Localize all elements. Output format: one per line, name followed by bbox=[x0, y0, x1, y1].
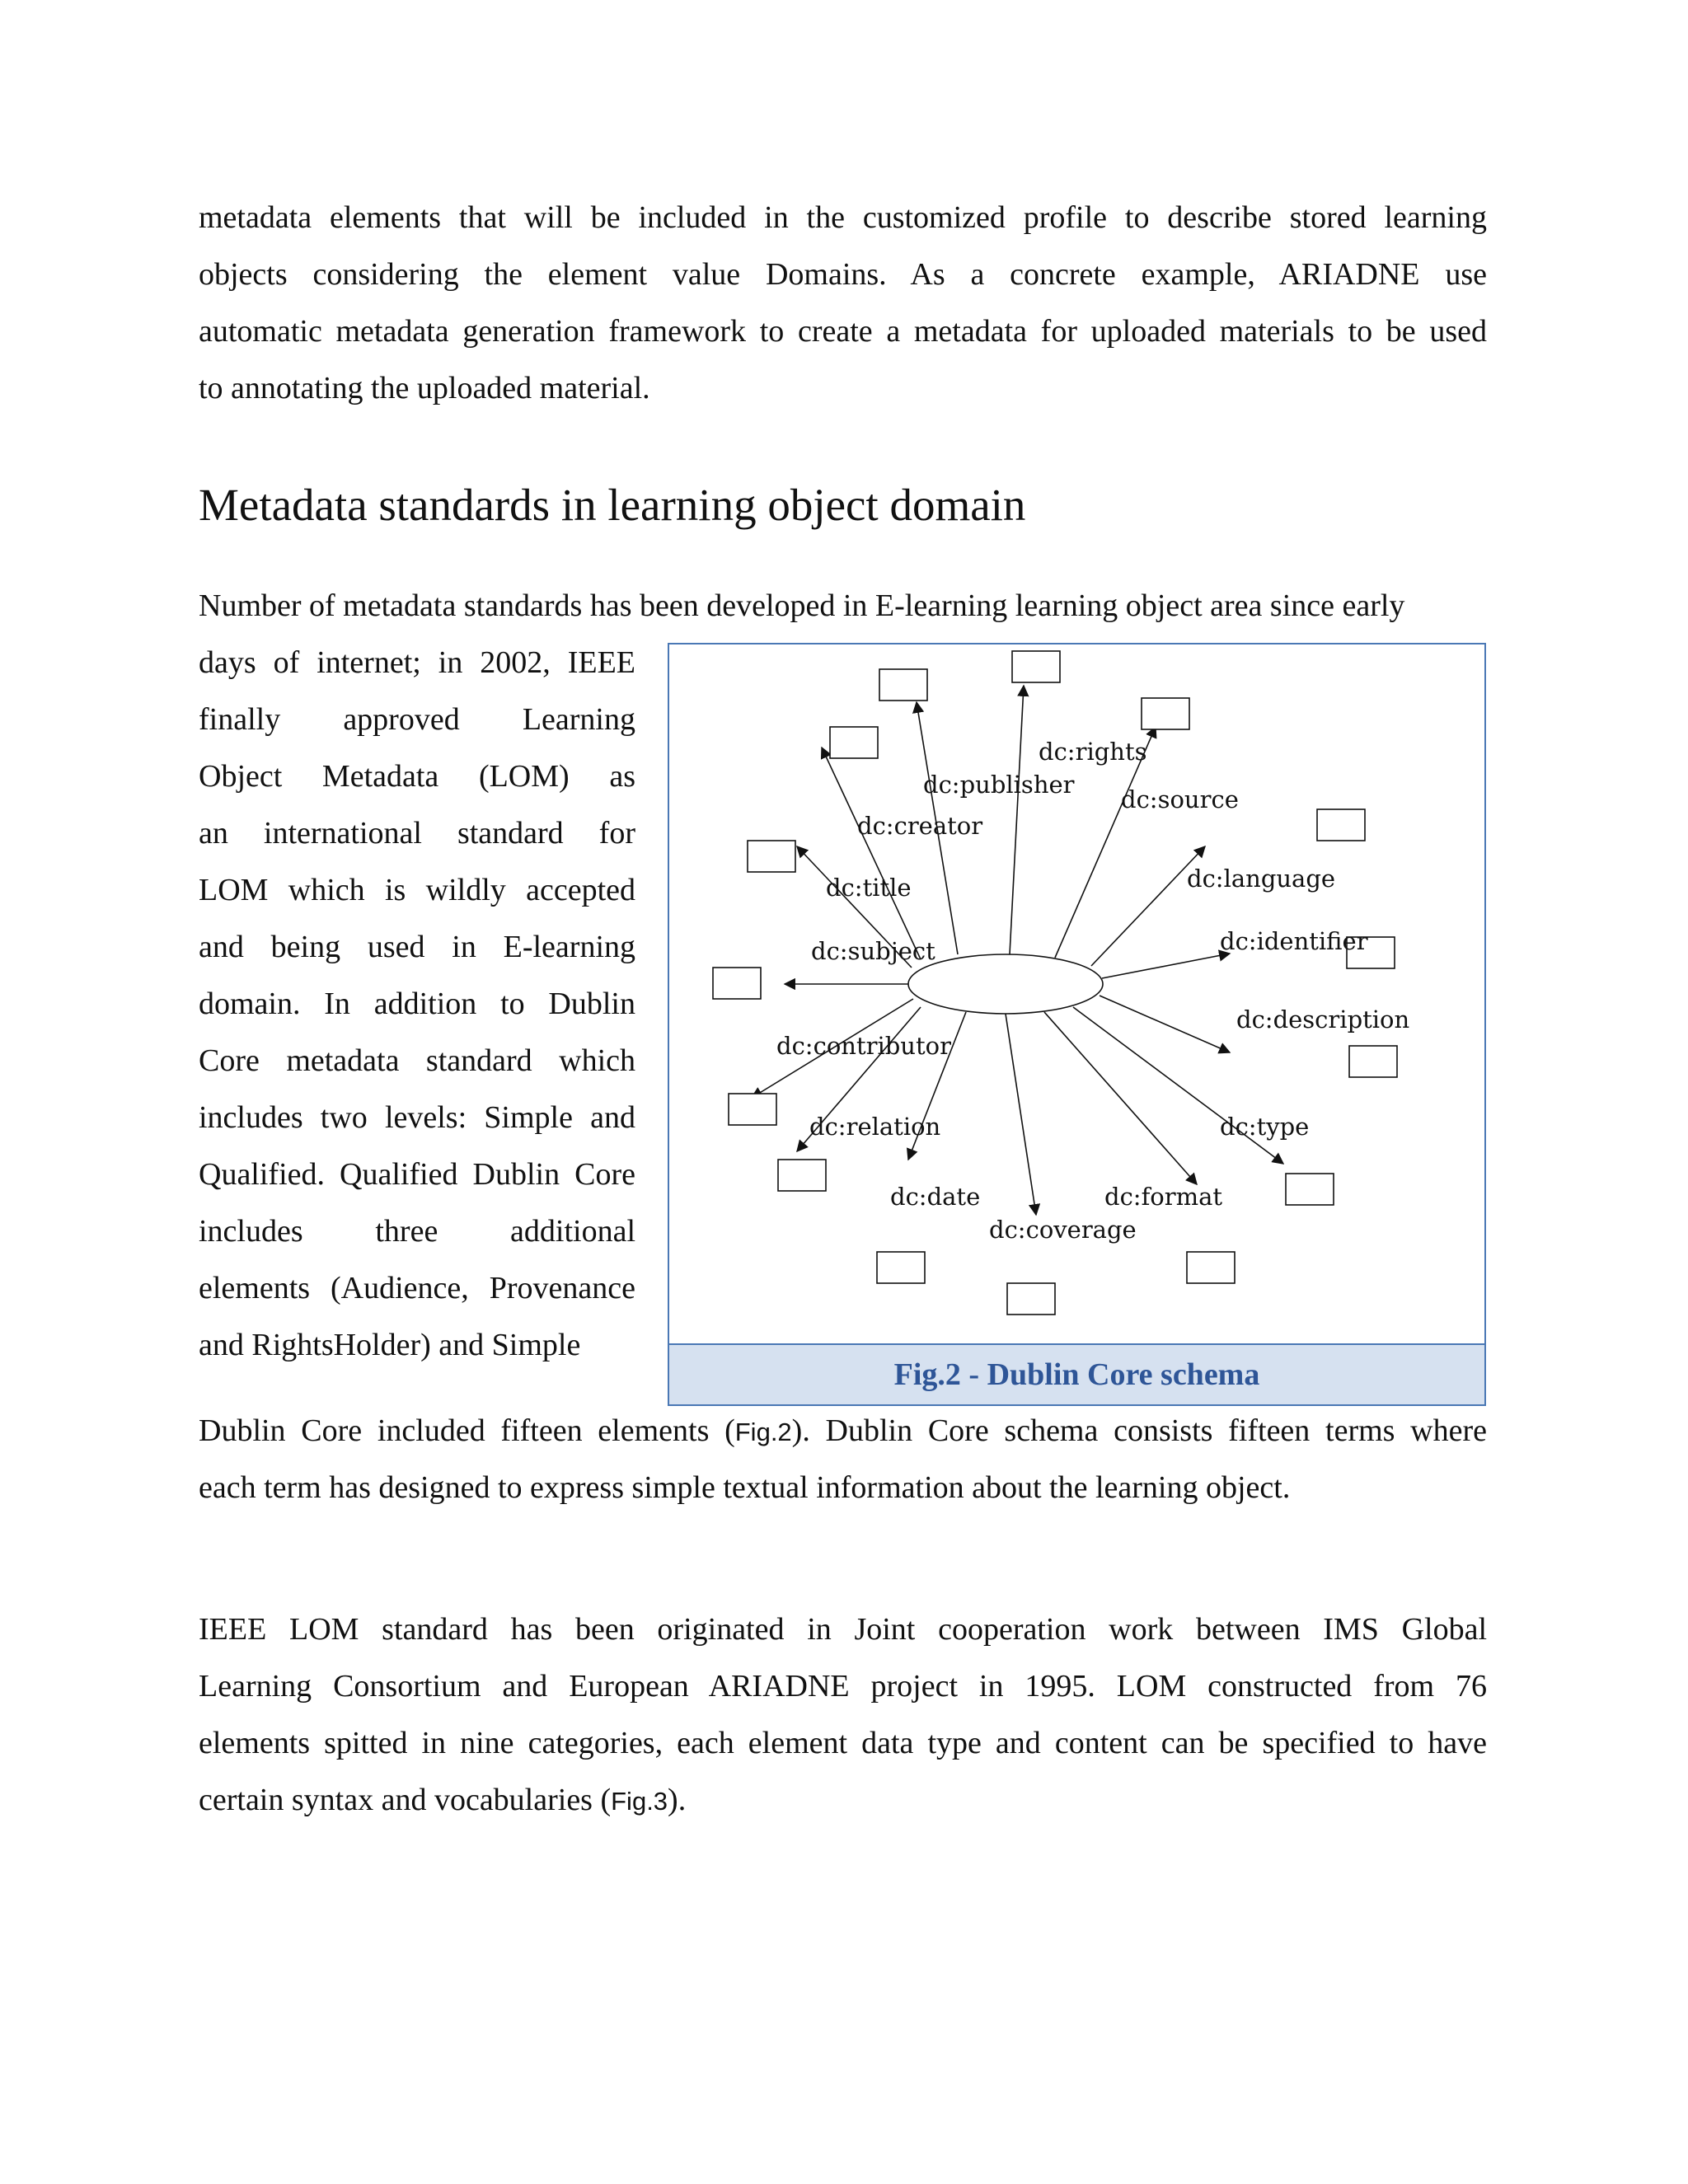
label-rights: dc:rights bbox=[1039, 738, 1147, 766]
paragraph-1-line-1: metadata elements that will be included in the customized profile to describe stored learning bbox=[199, 200, 1487, 235]
paragraph-3-line-1: IEEE LOM standard has been originated in Joint cooperation work between IMS Global bbox=[199, 1612, 1487, 1647]
format-arrow bbox=[1044, 1012, 1197, 1184]
paragraph-2-wrapped-column bbox=[199, 635, 635, 1374]
wrapped-line-12: elements (Audience, Provenance bbox=[199, 1271, 635, 1305]
language-box bbox=[1317, 809, 1365, 841]
figure-caption: Fig.2 - Dublin Core schema bbox=[669, 1343, 1484, 1404]
coverage-arrow bbox=[1006, 1014, 1036, 1215]
last-line-pre: certain syntax and vocabularies ( bbox=[199, 1783, 612, 1817]
paragraph-1-line-2: objects considering the element value Domains. As a concrete example, ARIADNE use bbox=[199, 257, 1487, 292]
creator-arrow bbox=[822, 748, 921, 959]
subject-box bbox=[713, 968, 761, 999]
label-publisher: dc:publisher bbox=[923, 771, 1075, 799]
paragraph-1-line-4: to annotating the uploaded material. bbox=[199, 371, 650, 405]
wrapped-line-13: and RightsHolder) and Simple bbox=[199, 1328, 581, 1362]
paragraph-1-line-3: automatic metadata generation framework to create a metadata for uploaded materials to be used bbox=[199, 314, 1487, 349]
last-line-post: ). bbox=[668, 1783, 687, 1817]
wrapped-line-7: domain. In addition to Dublin bbox=[199, 987, 635, 1021]
wrapped-line-6: and being used in E-learning bbox=[199, 930, 635, 964]
label-contributor: dc:contributor bbox=[776, 1032, 951, 1060]
paragraph-2-line-1: Number of metadata standards has been developed in E-learning learning object area since early bbox=[199, 588, 1405, 623]
title-box bbox=[748, 841, 795, 872]
wrapped-line-9: includes two levels: Simple and bbox=[199, 1100, 635, 1135]
type-box bbox=[1286, 1174, 1334, 1205]
after-line-1-pre: Dublin Core included fifteen elements ( bbox=[199, 1413, 735, 1448]
fig3-reference: Fig.3 bbox=[611, 1787, 668, 1816]
paragraph-2-first-line bbox=[199, 578, 1487, 635]
date-box bbox=[877, 1252, 925, 1283]
wrapped-line-10: Qualified. Qualified Dublin Core bbox=[199, 1157, 635, 1192]
paragraph-2-after-line-2: each term has designed to express simple textual information about the learning object. bbox=[199, 1470, 1291, 1505]
coverage-box bbox=[1007, 1283, 1055, 1315]
paragraph-2-continuation bbox=[199, 1403, 1487, 1516]
label-format: dc:format bbox=[1104, 1183, 1223, 1211]
dublin-core-diagram bbox=[669, 644, 1484, 1345]
label-identifier: dc:identifier bbox=[1220, 927, 1368, 955]
label-title: dc:title bbox=[826, 874, 912, 902]
paragraph-3-line-4 bbox=[199, 1772, 1487, 1829]
wrapped-line-1: days of internet; in 2002, IEEE bbox=[199, 645, 635, 680]
paragraph-3-line-3: elements spitted in nine categories, each element data type and content can be specified to have bbox=[199, 1726, 1487, 1760]
dublin-core-figure bbox=[668, 643, 1486, 1406]
section-heading: Metadata standards in learning object domain bbox=[199, 480, 1026, 530]
after-line-1-post: ). Dublin Core schema consists fifteen terms where bbox=[791, 1413, 1487, 1448]
description-box bbox=[1349, 1046, 1397, 1077]
label-creator: dc:creator bbox=[857, 812, 983, 840]
label-type: dc:type bbox=[1220, 1113, 1310, 1141]
label-source: dc:source bbox=[1121, 785, 1239, 813]
format-box bbox=[1187, 1252, 1235, 1283]
identifier-arrow bbox=[1102, 954, 1230, 978]
label-subject: dc:subject bbox=[811, 937, 935, 965]
label-date: dc:date bbox=[890, 1183, 981, 1211]
publisher-box bbox=[879, 669, 927, 701]
paragraph-3 bbox=[199, 1601, 1487, 1829]
paragraph-1 bbox=[199, 190, 1487, 417]
label-coverage: dc:coverage bbox=[989, 1216, 1137, 1244]
wrapped-line-8: Core metadata standard which bbox=[199, 1043, 635, 1078]
contributor-box bbox=[729, 1094, 776, 1125]
wrapped-line-3: Object Metadata (LOM) as bbox=[199, 759, 635, 794]
paragraph-2-after-line-1 bbox=[199, 1403, 1487, 1460]
wrapped-line-5: LOM which is wildly accepted bbox=[199, 873, 635, 907]
description-arrow bbox=[1100, 996, 1230, 1052]
wrapped-line-2: finally approved Learning bbox=[199, 702, 635, 737]
label-description: dc:description bbox=[1236, 1005, 1410, 1033]
central-resource-node bbox=[908, 954, 1103, 1014]
label-relation: dc:relation bbox=[809, 1113, 941, 1141]
label-language: dc:language bbox=[1187, 865, 1336, 893]
creator-box bbox=[830, 727, 878, 758]
wrapped-line-11: includes three additional bbox=[199, 1214, 635, 1249]
source-box bbox=[1142, 698, 1189, 729]
fig2-reference: Fig.2 bbox=[734, 1418, 792, 1446]
rights-box bbox=[1012, 651, 1060, 682]
paragraph-3-line-2: Learning Consortium and European ARIADNE project in 1995. LOM constructed from 76 bbox=[199, 1669, 1487, 1704]
wrapped-line-4: an international standard for bbox=[199, 816, 635, 851]
relation-box bbox=[778, 1160, 826, 1191]
rights-arrow bbox=[1010, 686, 1024, 954]
